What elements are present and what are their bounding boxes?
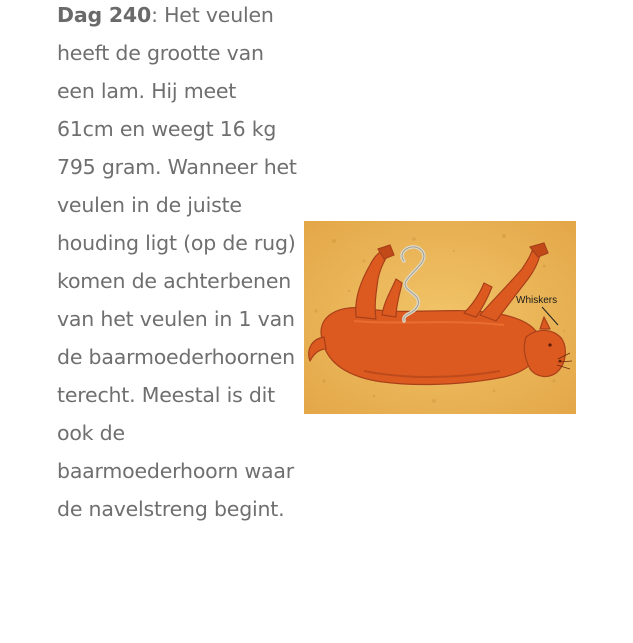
article-text <box>57 0 297 528</box>
article-body: : Het veulen heeft de grootte van een lam. Hij meet 61cm en weegt 16 kg 795 gram. Wanneer het veulen in de juiste houding ligt (op de rug) komen de achterbenen van het veulen in 1 van de baarmoederhoornen terecht. Meestal is dit ook de baarmoederhoorn waar de navelstreng begint. <box>57 3 297 521</box>
foal-in-womb-illustration <box>304 221 576 414</box>
foal-torso <box>321 308 541 385</box>
day-label: Dag 240 <box>57 3 152 27</box>
annotation-whiskers: Whiskers <box>516 295 558 306</box>
foal-eye <box>548 343 551 346</box>
foal-head <box>524 330 565 376</box>
